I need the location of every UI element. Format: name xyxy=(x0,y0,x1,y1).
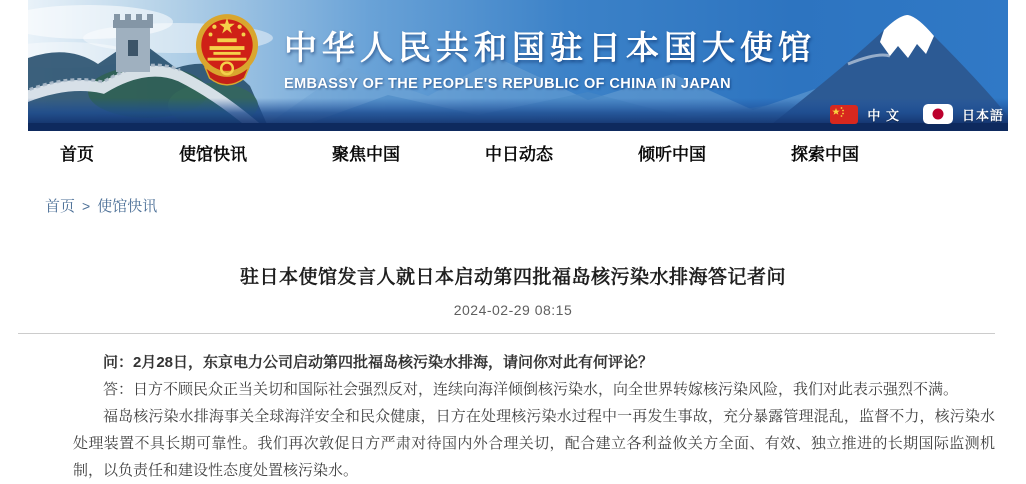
nav-item-home[interactable]: 首页 xyxy=(60,144,94,164)
main-nav xyxy=(28,131,1008,173)
lang-japanese[interactable] xyxy=(923,104,1004,124)
breadcrumb-section[interactable]: 使馆快讯 xyxy=(97,198,158,215)
lang-chinese[interactable] xyxy=(830,105,900,124)
article-paragraph-question: 问：2月28日，东京电力公司启动第四批福岛核污染水排海，请问你对此有何评论？ xyxy=(103,354,654,371)
article-date: 2024-02-29 08:15 xyxy=(453,302,573,318)
nav-item-china-japan[interactable]: 中日动态 xyxy=(485,144,553,164)
nav-item-listen-china[interactable]: 倾听中国 xyxy=(638,144,706,164)
embassy-title-cn: 中华人民共和国驻日本国大使馆 xyxy=(284,29,816,66)
lang-chinese-label[interactable]: 中 文 xyxy=(867,107,900,123)
header-banner xyxy=(28,0,1008,131)
japan-flag-icon xyxy=(923,104,953,124)
nav-item-explore-china[interactable]: 探索中国 xyxy=(791,144,859,164)
article-title: 驻日本使馆发言人就日本启动第四批福岛核污染水排海答记者问 xyxy=(239,267,786,288)
article-paragraph-answer: 答：日方不顾民众正当关切和国际社会强烈反对，连续向海洋倾倒核污染水，向全世界转嫁核污染风险，我们对此表示强烈不满。 xyxy=(103,381,959,398)
lang-japanese-label[interactable]: 日本語 xyxy=(961,107,1004,123)
breadcrumb-home[interactable]: 首页 xyxy=(45,198,76,215)
banner-titles xyxy=(284,22,816,92)
language-switcher xyxy=(816,103,1004,125)
breadcrumb xyxy=(45,195,1026,216)
china-flag-icon xyxy=(830,105,858,124)
nav-item-focus-china[interactable]: 聚焦中国 xyxy=(332,144,400,164)
national-emblem-icon xyxy=(195,7,259,91)
title-divider xyxy=(18,333,995,334)
article-body xyxy=(73,349,995,484)
nav-item-embassy-news[interactable]: 使馆快讯 xyxy=(179,144,247,164)
embassy-title-en: EMBASSY OF THE PEOPLE'S REPUBLIC OF CHINA IN JAPAN xyxy=(284,76,731,92)
article-paragraph-detail: 福岛核污染水排海事关全球海洋安全和民众健康，日方在处理核污染水过程中一再发生事故，充分暴露管理混乱，监督不力，核污染水处理装置不具长期可靠性。我们再次敦促日方严肃对待国内外合理关切，配合建立各利益攸关方全面、有效、独立推进的长期国际监测机制，以负责任和建设性态度处置核污染水。 xyxy=(73,408,995,479)
breadcrumb-separator: > xyxy=(82,197,91,214)
